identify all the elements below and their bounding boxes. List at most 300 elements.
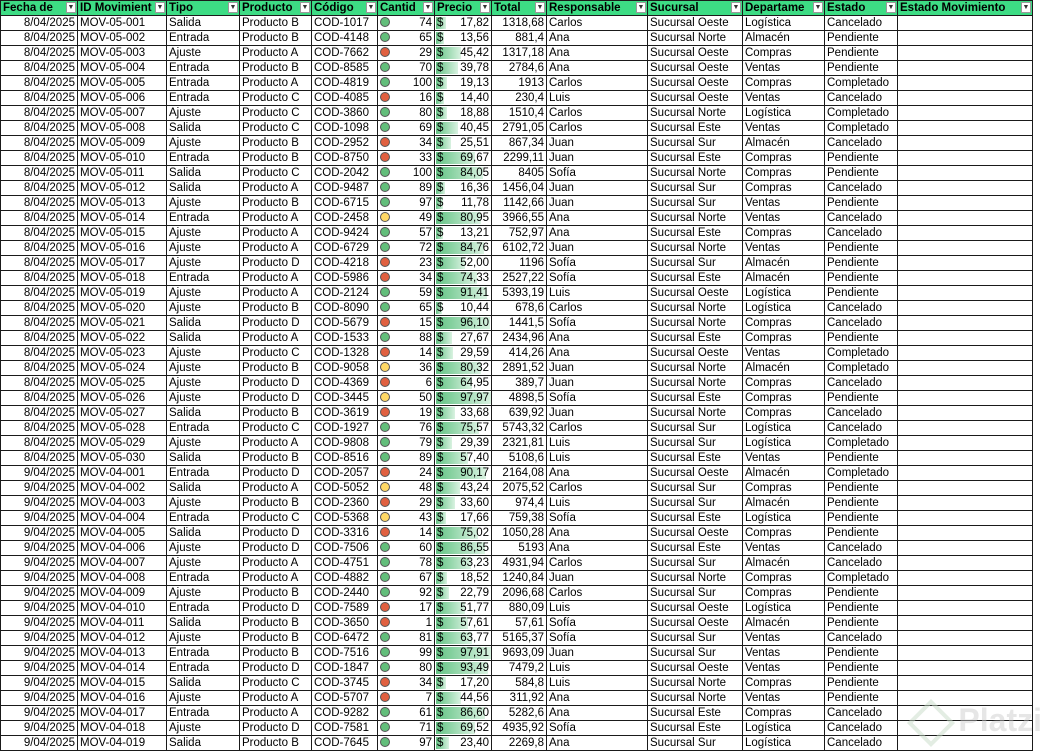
responsible-cell[interactable]: Ana (547, 226, 648, 241)
movement-id-cell[interactable]: MOV-04-011 (78, 616, 167, 631)
total-cell[interactable]: 1318,68 (492, 16, 547, 31)
responsible-cell[interactable]: Sofía (547, 511, 648, 526)
movement-status-cell[interactable] (898, 211, 1033, 226)
code-cell[interactable]: COD-4882 (312, 571, 378, 586)
quantity-cell[interactable] (378, 241, 435, 256)
movement-status-cell[interactable] (898, 16, 1033, 31)
branch-cell[interactable]: Sucursal Sur (648, 556, 743, 571)
date-cell[interactable]: 9/04/2025 (1, 616, 78, 631)
movement-id-cell[interactable]: MOV-04-009 (78, 586, 167, 601)
product-cell[interactable]: Producto D (240, 376, 312, 391)
type-cell[interactable]: Entrada (167, 646, 240, 661)
column-header[interactable] (167, 1, 240, 16)
status-cell[interactable]: Pendiente (825, 496, 898, 511)
department-cell[interactable]: Logística (743, 421, 825, 436)
branch-cell[interactable]: Sucursal Norte (648, 316, 743, 331)
code-cell[interactable]: COD-7581 (312, 721, 378, 736)
quantity-cell[interactable] (378, 406, 435, 421)
code-cell[interactable]: COD-5986 (312, 271, 378, 286)
total-cell[interactable]: 2527,22 (492, 271, 547, 286)
movement-status-cell[interactable] (898, 181, 1033, 196)
product-cell[interactable]: Producto D (240, 721, 312, 736)
branch-cell[interactable]: Sucursal Sur (648, 181, 743, 196)
product-cell[interactable]: Producto B (240, 496, 312, 511)
status-cell[interactable]: Pendiente (825, 616, 898, 631)
type-cell[interactable]: Salida (167, 316, 240, 331)
total-cell[interactable]: 2321,81 (492, 436, 547, 451)
type-cell[interactable]: Entrada (167, 76, 240, 91)
product-cell[interactable]: Producto B (240, 16, 312, 31)
branch-cell[interactable]: Sucursal Norte (648, 691, 743, 706)
status-cell[interactable]: Pendiente (825, 511, 898, 526)
branch-cell[interactable]: Sucursal Sur (648, 496, 743, 511)
code-cell[interactable]: COD-2057 (312, 466, 378, 481)
movement-id-cell[interactable]: MOV-05-013 (78, 196, 167, 211)
product-cell[interactable]: Producto C (240, 511, 312, 526)
movement-id-cell[interactable]: MOV-04-019 (78, 736, 167, 751)
quantity-cell[interactable] (378, 466, 435, 481)
quantity-cell[interactable] (378, 391, 435, 406)
type-cell[interactable]: Salida (167, 481, 240, 496)
quantity-cell[interactable] (378, 361, 435, 376)
total-cell[interactable]: 2299,11 (492, 151, 547, 166)
quantity-cell[interactable] (378, 271, 435, 286)
total-cell[interactable]: 2434,96 (492, 331, 547, 346)
branch-cell[interactable]: Sucursal Oeste (648, 76, 743, 91)
movement-status-cell[interactable] (898, 721, 1033, 736)
status-cell[interactable]: Pendiente (825, 271, 898, 286)
date-cell[interactable]: 8/04/2025 (1, 406, 78, 421)
product-cell[interactable]: Producto B (240, 646, 312, 661)
price-cell[interactable] (435, 676, 492, 691)
product-cell[interactable]: Producto B (240, 301, 312, 316)
code-cell[interactable]: COD-3650 (312, 616, 378, 631)
price-cell[interactable] (435, 256, 492, 271)
product-cell[interactable]: Producto A (240, 286, 312, 301)
responsible-cell[interactable]: Juan (547, 571, 648, 586)
product-cell[interactable]: Producto C (240, 166, 312, 181)
status-cell[interactable]: Cancelado (825, 376, 898, 391)
branch-cell[interactable]: Sucursal Sur (648, 586, 743, 601)
product-cell[interactable]: Producto D (240, 541, 312, 556)
quantity-cell[interactable] (378, 61, 435, 76)
code-cell[interactable]: COD-1847 (312, 661, 378, 676)
responsible-cell[interactable]: Luis (547, 451, 648, 466)
product-cell[interactable]: Producto A (240, 691, 312, 706)
total-cell[interactable]: 752,97 (492, 226, 547, 241)
movement-id-cell[interactable]: MOV-05-008 (78, 121, 167, 136)
date-cell[interactable]: 9/04/2025 (1, 571, 78, 586)
code-cell[interactable]: COD-7589 (312, 601, 378, 616)
branch-cell[interactable]: Sucursal Oeste (648, 466, 743, 481)
department-cell[interactable]: Compras (743, 181, 825, 196)
code-cell[interactable]: COD-1017 (312, 16, 378, 31)
price-cell[interactable] (435, 31, 492, 46)
status-cell[interactable]: Pendiente (825, 391, 898, 406)
movement-status-cell[interactable] (898, 541, 1033, 556)
status-cell[interactable]: Pendiente (825, 61, 898, 76)
movement-status-cell[interactable] (898, 481, 1033, 496)
movement-status-cell[interactable] (898, 166, 1033, 181)
branch-cell[interactable]: Sucursal Norte (648, 571, 743, 586)
branch-cell[interactable]: Sucursal Norte (648, 361, 743, 376)
product-cell[interactable]: Producto C (240, 106, 312, 121)
quantity-cell[interactable] (378, 106, 435, 121)
responsible-cell[interactable]: Juan (547, 241, 648, 256)
type-cell[interactable]: Ajuste (167, 346, 240, 361)
product-cell[interactable]: Producto C (240, 676, 312, 691)
quantity-cell[interactable] (378, 196, 435, 211)
total-cell[interactable]: 1196 (492, 256, 547, 271)
product-cell[interactable]: Producto B (240, 31, 312, 46)
column-header[interactable] (78, 1, 167, 16)
product-cell[interactable]: Producto A (240, 211, 312, 226)
movement-status-cell[interactable] (898, 676, 1033, 691)
movement-id-cell[interactable]: MOV-05-010 (78, 151, 167, 166)
movement-id-cell[interactable]: MOV-05-016 (78, 241, 167, 256)
responsible-cell[interactable]: Ana (547, 526, 648, 541)
status-cell[interactable]: Pendiente (825, 166, 898, 181)
responsible-cell[interactable]: Sofía (547, 721, 648, 736)
price-cell[interactable] (435, 391, 492, 406)
responsible-cell[interactable]: Ana (547, 541, 648, 556)
column-header[interactable] (547, 1, 648, 16)
price-cell[interactable] (435, 331, 492, 346)
date-cell[interactable]: 8/04/2025 (1, 76, 78, 91)
type-cell[interactable]: Ajuste (167, 691, 240, 706)
total-cell[interactable]: 4931,94 (492, 556, 547, 571)
product-cell[interactable]: Producto C (240, 121, 312, 136)
movement-status-cell[interactable] (898, 331, 1033, 346)
price-cell[interactable] (435, 481, 492, 496)
movement-status-cell[interactable] (898, 601, 1033, 616)
total-cell[interactable]: 389,7 (492, 376, 547, 391)
product-cell[interactable]: Producto B (240, 616, 312, 631)
department-cell[interactable]: Compras (743, 571, 825, 586)
code-cell[interactable]: COD-4218 (312, 256, 378, 271)
price-cell[interactable] (435, 421, 492, 436)
movement-status-cell[interactable] (898, 271, 1033, 286)
total-cell[interactable]: 974,4 (492, 496, 547, 511)
responsible-cell[interactable]: Juan (547, 406, 648, 421)
product-cell[interactable]: Producto A (240, 271, 312, 286)
movement-id-cell[interactable]: MOV-05-009 (78, 136, 167, 151)
responsible-cell[interactable]: Juan (547, 136, 648, 151)
code-cell[interactable]: COD-9282 (312, 706, 378, 721)
product-cell[interactable]: Producto A (240, 706, 312, 721)
responsible-cell[interactable]: Juan (547, 646, 648, 661)
type-cell[interactable]: Ajuste (167, 721, 240, 736)
code-cell[interactable]: COD-4369 (312, 376, 378, 391)
total-cell[interactable]: 1142,66 (492, 196, 547, 211)
branch-cell[interactable]: Sucursal Oeste (648, 526, 743, 541)
branch-cell[interactable]: Sucursal Oeste (648, 46, 743, 61)
total-cell[interactable]: 639,92 (492, 406, 547, 421)
responsible-cell[interactable]: Ana (547, 61, 648, 76)
branch-cell[interactable]: Sucursal Oeste (648, 616, 743, 631)
date-cell[interactable]: 8/04/2025 (1, 31, 78, 46)
total-cell[interactable]: 9693,09 (492, 646, 547, 661)
quantity-cell[interactable] (378, 331, 435, 346)
type-cell[interactable]: Ajuste (167, 361, 240, 376)
quantity-cell[interactable] (378, 301, 435, 316)
quantity-cell[interactable] (378, 181, 435, 196)
movement-status-cell[interactable] (898, 496, 1033, 511)
responsible-cell[interactable]: Juan (547, 181, 648, 196)
quantity-cell[interactable] (378, 616, 435, 631)
quantity-cell[interactable] (378, 511, 435, 526)
code-cell[interactable]: COD-5052 (312, 481, 378, 496)
department-cell[interactable]: Compras (743, 166, 825, 181)
quantity-cell[interactable] (378, 421, 435, 436)
movement-status-cell[interactable] (898, 151, 1033, 166)
branch-cell[interactable]: Sucursal Norte (648, 106, 743, 121)
responsible-cell[interactable]: Carlos (547, 586, 648, 601)
total-cell[interactable]: 2096,68 (492, 586, 547, 601)
total-cell[interactable]: 880,09 (492, 601, 547, 616)
movement-id-cell[interactable]: MOV-04-006 (78, 541, 167, 556)
date-cell[interactable]: 8/04/2025 (1, 151, 78, 166)
movement-id-cell[interactable]: MOV-04-012 (78, 631, 167, 646)
department-cell[interactable]: Compras (743, 331, 825, 346)
price-cell[interactable] (435, 406, 492, 421)
department-cell[interactable]: Almacén (743, 136, 825, 151)
status-cell[interactable]: Completado (825, 346, 898, 361)
status-cell[interactable]: Cancelado (825, 631, 898, 646)
product-cell[interactable]: Producto B (240, 451, 312, 466)
price-cell[interactable] (435, 46, 492, 61)
quantity-cell[interactable] (378, 706, 435, 721)
type-cell[interactable]: Entrada (167, 31, 240, 46)
product-cell[interactable]: Producto B (240, 196, 312, 211)
date-cell[interactable]: 8/04/2025 (1, 106, 78, 121)
price-cell[interactable] (435, 616, 492, 631)
price-cell[interactable] (435, 61, 492, 76)
status-cell[interactable]: Pendiente (825, 151, 898, 166)
code-cell[interactable]: COD-6715 (312, 196, 378, 211)
movement-status-cell[interactable] (898, 121, 1033, 136)
branch-cell[interactable]: Sucursal Norte (648, 211, 743, 226)
price-cell[interactable] (435, 271, 492, 286)
movement-status-cell[interactable] (898, 511, 1033, 526)
date-cell[interactable]: 9/04/2025 (1, 541, 78, 556)
type-cell[interactable]: Salida (167, 616, 240, 631)
branch-cell[interactable]: Sucursal Este (648, 331, 743, 346)
code-cell[interactable]: COD-9808 (312, 436, 378, 451)
status-cell[interactable]: Pendiente (825, 601, 898, 616)
responsible-cell[interactable]: Sofía (547, 391, 648, 406)
department-cell[interactable]: Almacén (743, 466, 825, 481)
responsible-cell[interactable]: Juan (547, 196, 648, 211)
status-cell[interactable]: Cancelado (825, 316, 898, 331)
date-cell[interactable]: 8/04/2025 (1, 121, 78, 136)
branch-cell[interactable]: Sucursal Norte (648, 301, 743, 316)
department-cell[interactable]: Logística (743, 301, 825, 316)
responsible-cell[interactable]: Carlos (547, 121, 648, 136)
type-cell[interactable]: Salida (167, 121, 240, 136)
movement-id-cell[interactable]: MOV-04-007 (78, 556, 167, 571)
department-cell[interactable]: Almacén (743, 31, 825, 46)
price-cell[interactable] (435, 526, 492, 541)
responsible-cell[interactable]: Juan (547, 376, 648, 391)
code-cell[interactable]: COD-3619 (312, 406, 378, 421)
date-cell[interactable]: 9/04/2025 (1, 511, 78, 526)
movement-status-cell[interactable] (898, 421, 1033, 436)
status-cell[interactable]: Pendiente (825, 661, 898, 676)
movement-id-cell[interactable]: MOV-05-022 (78, 331, 167, 346)
code-cell[interactable]: COD-7645 (312, 736, 378, 751)
quantity-cell[interactable] (378, 376, 435, 391)
department-cell[interactable]: Almacén (743, 256, 825, 271)
price-cell[interactable] (435, 496, 492, 511)
department-cell[interactable]: Compras (743, 526, 825, 541)
price-cell[interactable] (435, 436, 492, 451)
price-cell[interactable] (435, 91, 492, 106)
date-cell[interactable]: 8/04/2025 (1, 196, 78, 211)
branch-cell[interactable]: Sucursal Sur (648, 421, 743, 436)
price-cell[interactable] (435, 661, 492, 676)
filter-dropdown-icon[interactable]: ▼ (732, 4, 740, 11)
status-cell[interactable]: Pendiente (825, 691, 898, 706)
product-cell[interactable]: Producto A (240, 76, 312, 91)
type-cell[interactable]: Entrada (167, 271, 240, 286)
date-cell[interactable]: 8/04/2025 (1, 451, 78, 466)
price-cell[interactable] (435, 121, 492, 136)
type-cell[interactable]: Ajuste (167, 241, 240, 256)
total-cell[interactable]: 1913 (492, 76, 547, 91)
branch-cell[interactable]: Sucursal Este (648, 391, 743, 406)
code-cell[interactable]: COD-5368 (312, 511, 378, 526)
total-cell[interactable]: 1510,4 (492, 106, 547, 121)
type-cell[interactable]: Salida (167, 331, 240, 346)
branch-cell[interactable]: Sucursal Sur (648, 631, 743, 646)
filter-dropdown-icon[interactable]: ▼ (481, 4, 489, 11)
total-cell[interactable]: 759,38 (492, 511, 547, 526)
code-cell[interactable]: COD-7516 (312, 646, 378, 661)
type-cell[interactable]: Ajuste (167, 286, 240, 301)
status-cell[interactable]: Cancelado (825, 16, 898, 31)
code-cell[interactable]: COD-3860 (312, 106, 378, 121)
responsible-cell[interactable]: Ana (547, 346, 648, 361)
movement-status-cell[interactable] (898, 196, 1033, 211)
status-cell[interactable]: Cancelado (825, 421, 898, 436)
quantity-cell[interactable] (378, 436, 435, 451)
filter-dropdown-icon[interactable]: ▼ (424, 4, 432, 11)
quantity-cell[interactable] (378, 286, 435, 301)
movement-status-cell[interactable] (898, 46, 1033, 61)
movement-status-cell[interactable] (898, 106, 1033, 121)
movement-status-cell[interactable] (898, 661, 1033, 676)
price-cell[interactable] (435, 736, 492, 751)
department-cell[interactable]: Ventas (743, 121, 825, 136)
code-cell[interactable]: COD-1098 (312, 121, 378, 136)
price-cell[interactable] (435, 466, 492, 481)
quantity-cell[interactable] (378, 31, 435, 46)
price-cell[interactable] (435, 691, 492, 706)
price-cell[interactable] (435, 136, 492, 151)
date-cell[interactable]: 9/04/2025 (1, 721, 78, 736)
status-cell[interactable]: Pendiente (825, 46, 898, 61)
code-cell[interactable]: COD-2440 (312, 586, 378, 601)
type-cell[interactable]: Entrada (167, 211, 240, 226)
price-cell[interactable] (435, 241, 492, 256)
price-cell[interactable] (435, 196, 492, 211)
movement-status-cell[interactable] (898, 286, 1033, 301)
date-cell[interactable]: 8/04/2025 (1, 136, 78, 151)
product-cell[interactable]: Producto A (240, 436, 312, 451)
type-cell[interactable]: Entrada (167, 511, 240, 526)
type-cell[interactable]: Entrada (167, 601, 240, 616)
movement-id-cell[interactable]: MOV-05-002 (78, 31, 167, 46)
date-cell[interactable]: 9/04/2025 (1, 706, 78, 721)
total-cell[interactable]: 311,92 (492, 691, 547, 706)
branch-cell[interactable]: Sucursal Este (648, 706, 743, 721)
responsible-cell[interactable]: Luis (547, 286, 648, 301)
department-cell[interactable]: Compras (743, 406, 825, 421)
department-cell[interactable]: Logística (743, 601, 825, 616)
product-cell[interactable]: Producto A (240, 556, 312, 571)
department-cell[interactable]: Logística (743, 16, 825, 31)
type-cell[interactable]: Entrada (167, 91, 240, 106)
movement-status-cell[interactable] (898, 631, 1033, 646)
quantity-cell[interactable] (378, 541, 435, 556)
responsible-cell[interactable]: Luis (547, 91, 648, 106)
responsible-cell[interactable]: Luis (547, 676, 648, 691)
date-cell[interactable]: 8/04/2025 (1, 346, 78, 361)
date-cell[interactable]: 9/04/2025 (1, 481, 78, 496)
branch-cell[interactable]: Sucursal Este (648, 721, 743, 736)
movement-status-cell[interactable] (898, 406, 1033, 421)
price-cell[interactable] (435, 706, 492, 721)
code-cell[interactable]: COD-3745 (312, 676, 378, 691)
type-cell[interactable]: Entrada (167, 421, 240, 436)
code-cell[interactable]: COD-3316 (312, 526, 378, 541)
status-cell[interactable]: Completado (825, 76, 898, 91)
responsible-cell[interactable]: Carlos (547, 16, 648, 31)
movement-id-cell[interactable]: MOV-04-003 (78, 496, 167, 511)
movement-status-cell[interactable] (898, 136, 1033, 151)
date-cell[interactable]: 8/04/2025 (1, 181, 78, 196)
department-cell[interactable]: Ventas (743, 211, 825, 226)
movement-id-cell[interactable]: MOV-04-004 (78, 511, 167, 526)
date-cell[interactable]: 8/04/2025 (1, 91, 78, 106)
type-cell[interactable]: Ajuste (167, 196, 240, 211)
quantity-cell[interactable] (378, 346, 435, 361)
department-cell[interactable]: Logística (743, 286, 825, 301)
date-cell[interactable]: 8/04/2025 (1, 241, 78, 256)
type-cell[interactable]: Ajuste (167, 256, 240, 271)
product-cell[interactable]: Producto D (240, 391, 312, 406)
type-cell[interactable]: Salida (167, 736, 240, 751)
code-cell[interactable]: COD-4148 (312, 31, 378, 46)
department-cell[interactable]: Ventas (743, 451, 825, 466)
department-cell[interactable]: Almacén (743, 556, 825, 571)
status-cell[interactable]: Pendiente (825, 526, 898, 541)
department-cell[interactable]: Logística (743, 511, 825, 526)
filter-dropdown-icon[interactable]: ▼ (156, 4, 164, 11)
department-cell[interactable]: Compras (743, 676, 825, 691)
product-cell[interactable]: Producto D (240, 601, 312, 616)
date-cell[interactable]: 9/04/2025 (1, 586, 78, 601)
movement-status-cell[interactable] (898, 256, 1033, 271)
total-cell[interactable]: 1240,84 (492, 571, 547, 586)
total-cell[interactable]: 2269,8 (492, 736, 547, 751)
branch-cell[interactable]: Sucursal Este (648, 451, 743, 466)
date-cell[interactable]: 8/04/2025 (1, 211, 78, 226)
branch-cell[interactable]: Sucursal Este (648, 121, 743, 136)
price-cell[interactable] (435, 16, 492, 31)
branch-cell[interactable]: Sucursal Oeste (648, 91, 743, 106)
